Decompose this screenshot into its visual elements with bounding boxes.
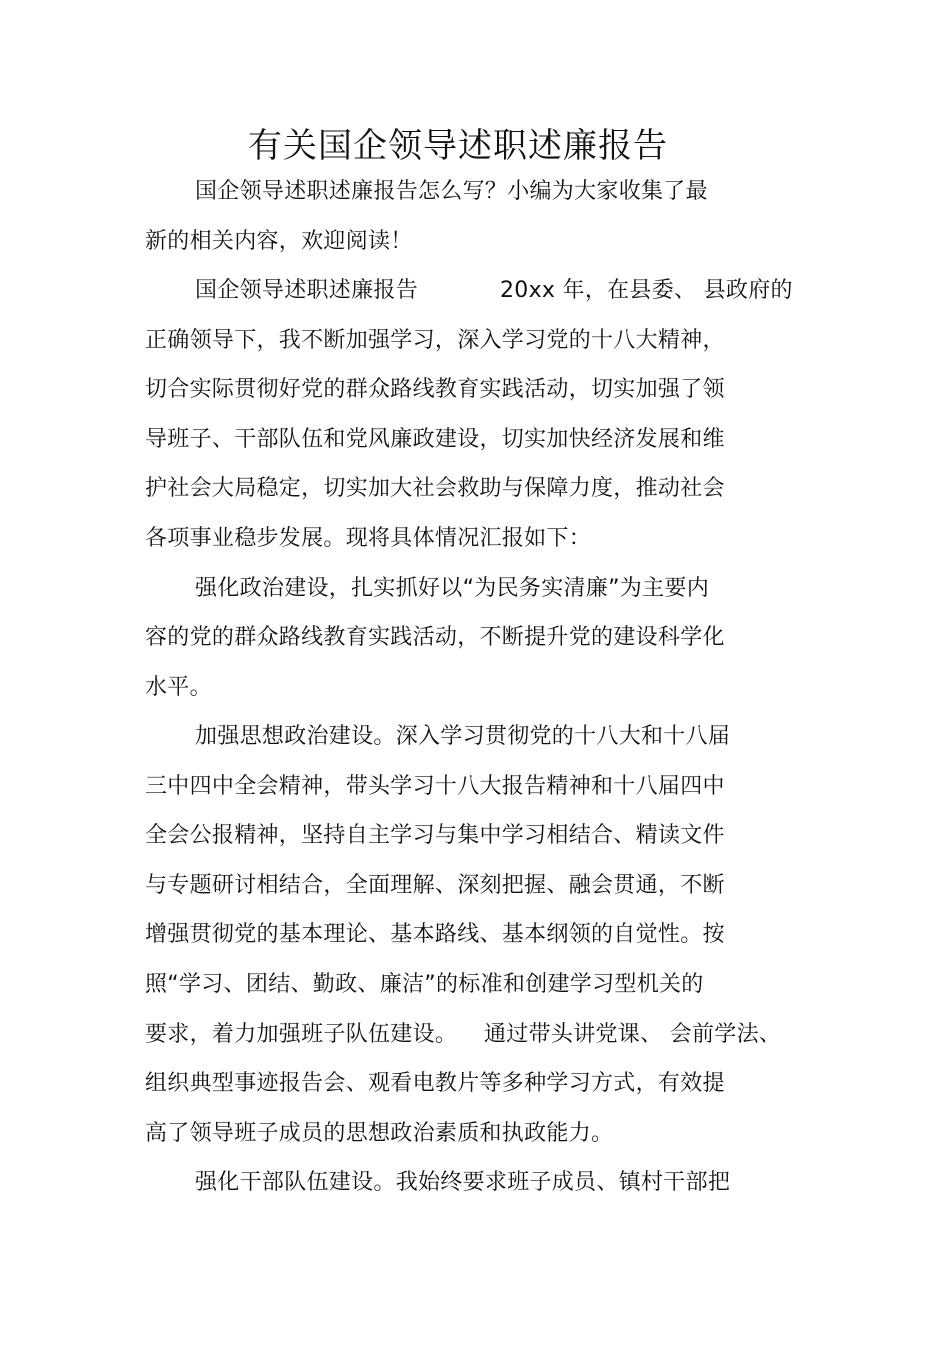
text-line: 导班子、干部队伍和党风廉政建设，切实加快经济发展和维 — [145, 427, 725, 452]
text-line: 照“学习、团结、勤政、廉洁”的标准和创建学习型机关的 — [145, 972, 704, 997]
text-line: 要求，着力加强班子队伍建设。 — [145, 1022, 458, 1047]
text-line: 国企领导述职述廉报告怎么写？小编为大家收集了最 — [195, 179, 708, 204]
text-line: 组织典型事迹报告会、观看电教片等多种学习方式，有效提 — [145, 1071, 725, 1096]
text-line: 护社会大局稳定，切实加大社会救助与保障力度，推动社会 — [145, 476, 725, 501]
text-line: 三中四中全会精神，带头学习十八大报告精神和十八届四中 — [145, 774, 725, 799]
document-title: 有关国企领导述职述廉报告 — [248, 126, 668, 166]
text-line: 与专题研讨相结合，全面理解、深刻把握、融会贯通，不断 — [145, 873, 725, 898]
text-line: 高了领导班子成员的思想政治素质和执政能力。 — [145, 1121, 614, 1146]
text-line: 国企领导述职述廉报告 — [195, 278, 419, 303]
text-line: 全会公报精神，坚持自主学习与集中学习相结合、精读文件 — [145, 823, 725, 848]
text-line: 强化干部队伍建设。我始终要求班子成员、镇村干部把 — [195, 1170, 731, 1195]
text-line: 容的党的群众路线教育实践活动，不断提升党的建设科学化 — [145, 625, 725, 650]
text-line: 各项事业稳步发展。现将具体情况汇报如下： — [145, 526, 592, 551]
text-line: 强化政治建设，扎实抓好以“为民务实清廉”为主要内 — [195, 576, 709, 601]
text-line: 通过带头讲党课、 会前学法、 — [484, 1022, 782, 1047]
text-line: 正确领导下，我不断加强学习，深入学习党的十八大精神， — [145, 328, 725, 353]
text-line: 新的相关内容，欢迎阅读！ — [145, 229, 413, 254]
text-line: 20xx 年，在县委、 县政府的 — [500, 278, 793, 303]
text-line: 切合实际贯彻好党的群众路线教育实践活动，切实加强了领 — [145, 377, 725, 402]
text-line: 加强思想政治建设。深入学习贯彻党的十八大和十八届 — [195, 724, 731, 749]
text-line: 水平。 — [145, 675, 212, 700]
text-line: 增强贯彻党的基本理论、基本路线、基本纲领的自觉性。按 — [145, 922, 725, 947]
